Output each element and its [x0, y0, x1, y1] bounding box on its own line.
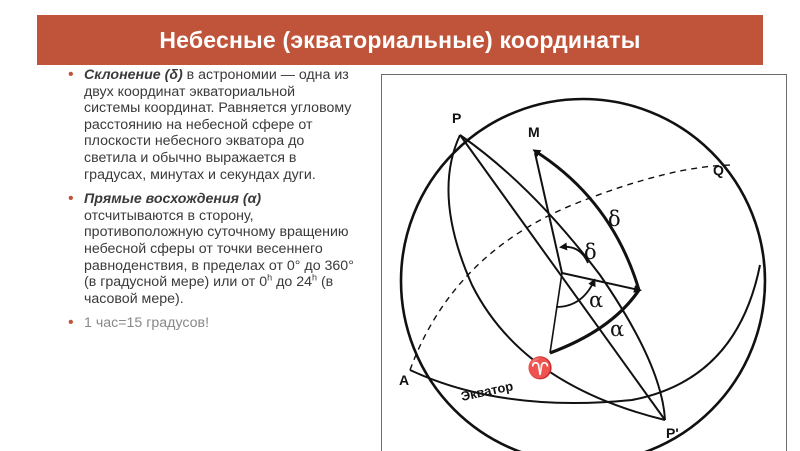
label-P: P: [452, 110, 462, 126]
label-equator: Экватор: [459, 378, 515, 404]
slide-title: Небесные (экваториальные) координаты: [37, 15, 763, 65]
label-delta-small: δ: [584, 240, 597, 264]
hours-sup-1: h: [267, 272, 273, 283]
equator-front-arc: [410, 265, 760, 403]
label-alpha-inner: α: [589, 288, 604, 312]
radius-to-M: [535, 153, 562, 273]
label-aries: ♈: [527, 356, 554, 380]
equator-back-arc: [410, 165, 734, 370]
label-alpha-outer: α: [610, 317, 625, 341]
celestial-sphere-svg: [382, 75, 786, 451]
right-ascension-body-1: отсчитываются в сторону, противоположную суточному вращению небесной сферы от точки весеннего равноденствия, в пределах от 0° до 360° (в градусной мере) или от 0: [84, 207, 354, 291]
hour-circle-left: [448, 135, 665, 420]
text-column: [68, 67, 354, 340]
bullet-hour-note: [68, 315, 354, 332]
celestial-sphere-figure: [381, 74, 787, 451]
label-A: A: [399, 372, 410, 388]
hour-note-text: 1 час=15 градусов!: [84, 315, 210, 332]
right-ascension-term: Прямые восхождения (α): [84, 191, 262, 208]
declination-body: в астрономии — одна из двух координат экваториальной системы координат. Равняется угловому расстоянию на небесной сфере от плоскости небесного экватора до светила и обычно выражается в градусах, минутах и секундах дуги.: [84, 67, 352, 183]
hours-sup-2: h: [312, 272, 318, 283]
declination-term: Склонение (δ): [84, 67, 183, 83]
label-P-prime: P': [666, 425, 679, 441]
right-ascension-body-2: до 24: [272, 274, 312, 291]
label-delta-big: δ: [608, 207, 621, 231]
bullet-right-ascension: [68, 191, 354, 307]
label-M: M: [528, 124, 540, 140]
right-ascension-body-3: (в часовой мере).: [84, 274, 334, 307]
label-Q: Q: [713, 162, 724, 178]
sphere-outline: [401, 99, 765, 451]
radius-to-aries: [550, 273, 562, 353]
bullet-declination: [68, 67, 354, 183]
